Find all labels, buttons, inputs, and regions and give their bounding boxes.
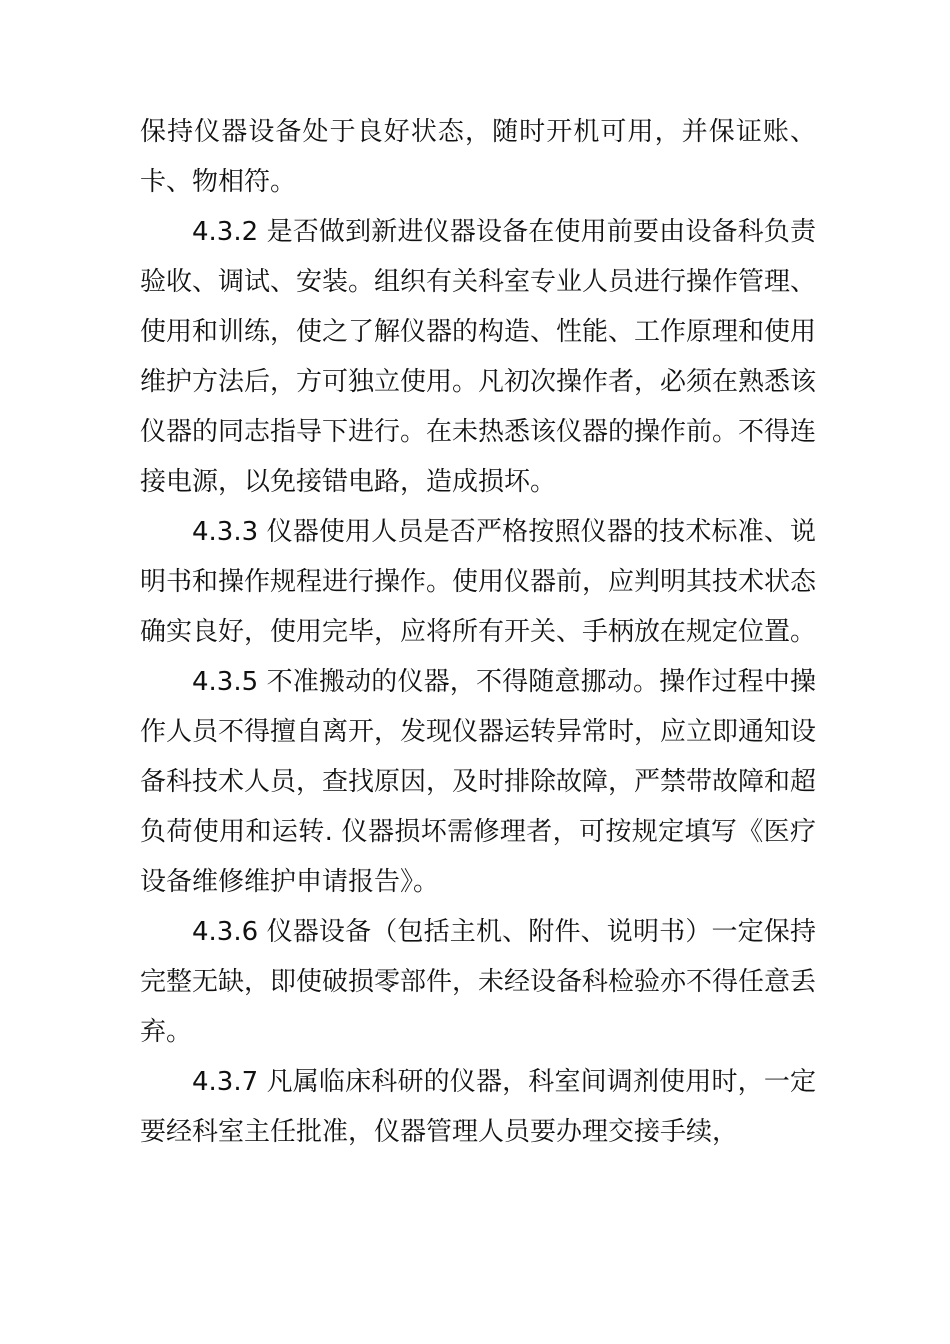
- paragraph-continuation: 保持仪器设备处于良好状态，随时开机可用，并保证账、卡、物相符。: [140, 117, 816, 197]
- document-body: [140, 107, 816, 1157]
- paragraph-4-3-6: 4.3.6 仪器设备（包括主机、附件、说明书）一定保持完整无缺，即使破损零部件，未经设备科检验亦不得任意丢弃。: [140, 917, 817, 1047]
- paragraph-4-3-7: 4.3.7 凡属临床科研的仪器，科室间调剂使用时，一定要经科室主任批准，仪器管理人员要办理交接手续，: [140, 1067, 816, 1147]
- paragraph-4-3-2: 4.3.2 是否做到新进仪器设备在使用前要由设备科负责验收、调试、安装。组织有关科室专业人员进行操作管理、使用和训练，使之了解仪器的构造、性能、工作原理和使用维护方法后，方可独立使用。凡初次操作者，必须在熟悉该仪器的同志指导下进行。在未热悉该仪器的操作前。不得连接电源，以免接错电路，造成损坏。: [140, 217, 817, 497]
- paragraph-4-3-5: 4.3.5 不准搬动的仪器，不得随意挪动。操作过程中操作人员不得擅自离开，发现仪器运转异常时，应立即通知设备科技术人员，查找原因，及时排除故障，严禁带故障和超负荷使用和运转. 仪器损坏需修理者，可按规定填写《医疗设备维修维护申请报告》。: [140, 667, 817, 897]
- paragraph-4-3-3: 4.3.3 仪器使用人员是否严格按照仪器的技术标准、说明书和操作规程进行操作。使用仪器前，应判明其技术状态确实良好，使用完毕，应将所有开关、手柄放在规定位置。: [140, 517, 817, 647]
